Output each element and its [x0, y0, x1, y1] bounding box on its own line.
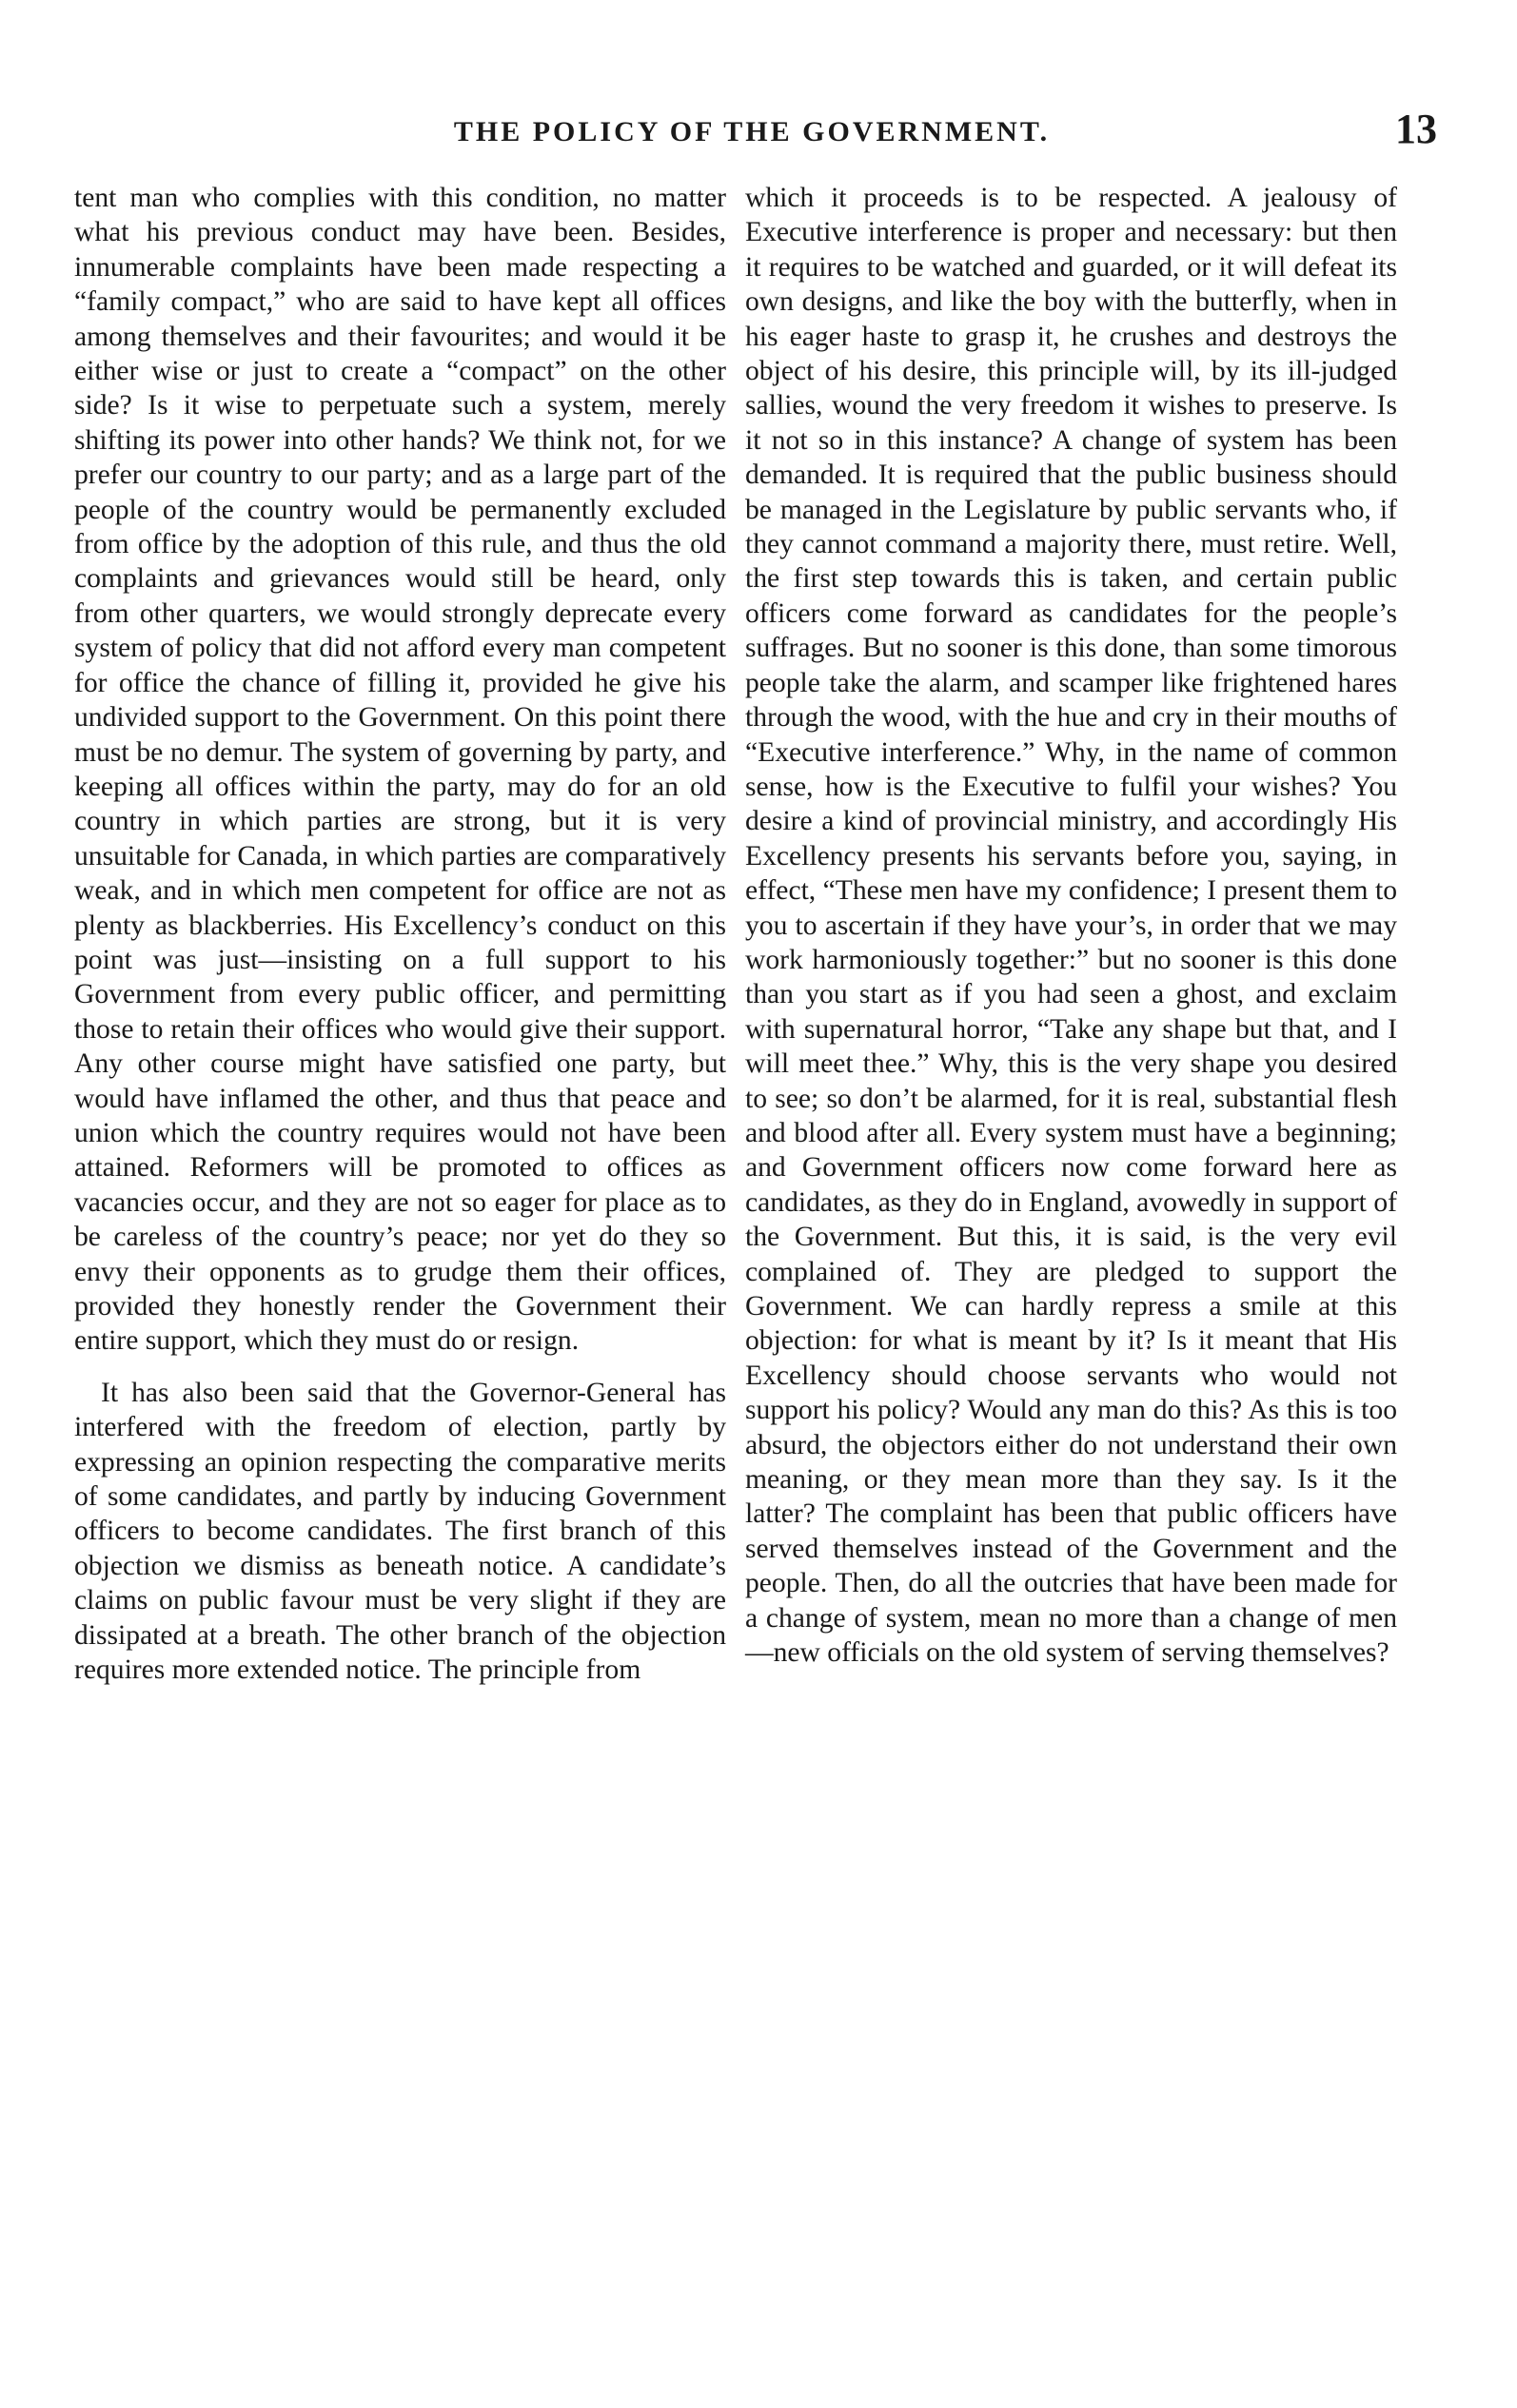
paragraph: tent man who complies with this condition, no matter what his previous conduct may have been. Besides, innumerable complaints have been made respecting a “family compact,” who are said to have kept all offices among themselves and their favourites; and would it be either wise or just to create a “compact” on the other side? Is it wise to perpetuate such a system, merely shifting its power into other hands? We think not, for we prefer our country to our party; and as a large part of the people of the country would be permanently excluded from office by the adoption of this rule, and thus the old complaints and grievances would still be heard, only from other quarters, we would strongly deprecate every system of policy that did not afford every man competent for office the chance of filling it, provided he give his undivided support to the Government. On this point there must be no demur. The system of governing by party, and keeping all offices within the party, may do for an old country in which parties are strong, but it is very unsuitable for Canada, in which parties are comparatively weak, and in which men competent for office are not as plenty as blackberries. His Excellency’s conduct on this point was just—insisting on a full support to his Government from every public officer, and permitting those to retain their offices who would give their support. Any other course might have satisfied one party, but would have inflamed the other, and thus that peace and union which the country requires would not have been attained. Reformers will be promoted to offices as vacancies occur, and they are not so eager for place as to be careless of the country’s peace; nor yet do they so envy their opponents as to grudge them their offices, provided they honestly render the Government their entire support, which they must do or resign.: [74, 183, 726, 1357]
paragraph: It has also been said that the Governor-General has interfered with the freedom of election, partly by expressing an opinion respecting the comparative merits of some candidates, and partly by inducing Government officers to become candidates. The first branch of this objection we dismiss as beneath notice. A candidate’s claims on public favour must be very slight if they are dissipated at a breath. The other branch of the objection requires more extended notice. The principle from: [74, 1377, 726, 1686]
right-column: [745, 181, 1397, 1670]
running-title: THE POLICY OF THE GOVERNMENT.: [453, 116, 1051, 147]
paragraph: which it proceeds is to be respected. A jealousy of Executive interference is proper and necessary: but then it requires to be watched and guarded, or it will defeat its own designs, and like the boy with the butterfly, when in his eager haste to grasp it, he crushes and destroys the object of his desire, this principle will, by its ill-judged sallies, wound the very freedom it wishes to preserve. Is it not so in this instance? A change of system has been demanded. It is required that the public business should be managed in the Legislature by public servants who, if they cannot command a majority there, must retire. Well, the first step towards this is taken, and certain public officers come forward as candidates for the people’s suffrages. But no sooner is this done, than some timorous people take the alarm, and scamper like frightened hares through the wood, with the hue and cry in their mouths of “Executive interference.” Why, in the name of common sense, how is the Executive to fulfil your wishes? You desire a kind of provincial ministry, and accordingly His Excellency presents his servants before you, saying, in effect, “These men have my confidence; I present them to you to ascertain if they have your’s, in order that we may work harmoniously together:” but no sooner is this done than you start as if you had seen a ghost, and exclaim with supernatural horror, “Take any shape but that, and I will meet thee.” Why, this is the very shape you desired to see; so don’t be alarmed, for it is real, substantial flesh and blood after all. Every system must have a beginning; and Government officers now come forward here as candidates, as they do in England, avowedly in support of the Government. But this, it is said, is the very evil complained of. They are pledged to support the Government. We can hardly repress a smile at this objection: for what is meant by it? Is it meant that His Excellency should choose servants who would not support his policy? Would any man do this? As this is too absurd, the objectors either do not understand their own meaning, or they mean more than they say. Is it the latter? The complaint has been that public officers have served themselves instead of the Government and the people. Then, do all the outcries that have been made for a change of system, mean no more than a change of men—new officials on the old system of serving themselves?: [745, 183, 1397, 1669]
left-column: [74, 181, 726, 1687]
page-number: 13: [1395, 106, 1437, 152]
running-head: [67, 103, 1437, 160]
